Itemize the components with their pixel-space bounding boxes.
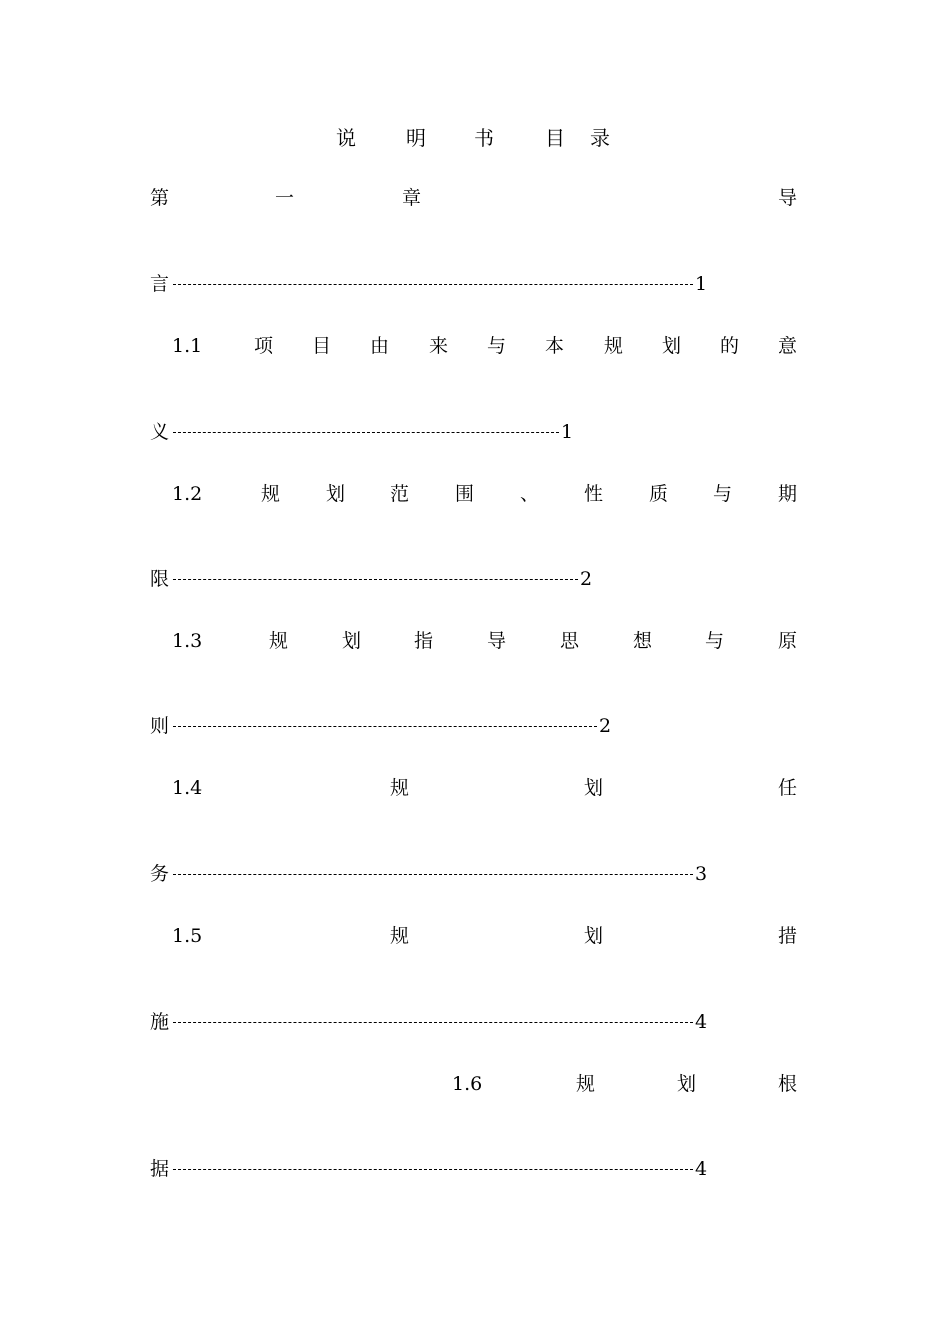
heading-word: 任 [778,777,798,799]
leader-start-char: 施 [150,1011,170,1033]
dot-leader [173,270,693,298]
dot-leader [173,565,578,593]
toc-heading-1-5 [150,922,798,950]
page-number: 1 [561,421,574,443]
heading-word: 划 [584,925,604,947]
heading-word: 想 [633,630,653,652]
page-number: 4 [695,1158,708,1180]
heading-word: 划 [662,335,682,357]
toc-leader-1-4[interactable] [150,860,707,888]
heading-word: 项 [254,335,274,357]
heading-word: 与 [705,630,725,652]
dot-leader [173,418,559,446]
heading-number: 1.2 [172,483,203,505]
heading-word: 划 [342,630,362,652]
heading-word: 规 [390,925,410,947]
heading-word: 与 [713,483,733,505]
toc-heading-1-2 [150,480,798,508]
leader-start-char: 则 [150,715,170,737]
leader-start-char: 限 [150,568,170,590]
heading-word: 意 [778,335,798,357]
dot-leader [173,860,693,888]
heading-number: 1.6 [452,1073,483,1095]
title-char: 说 [336,126,356,150]
page-number: 3 [695,863,708,885]
heading-word: 性 [584,483,604,505]
heading-word: 目 [312,335,332,357]
toc-leader-1-6[interactable] [150,1155,707,1183]
dot-leader [173,1155,693,1183]
page-number: 4 [695,1011,708,1033]
document-title [0,124,950,152]
heading-word: 范 [390,483,410,505]
heading-word: 原 [778,630,798,652]
toc-heading-1-6 [150,1070,798,1098]
heading-number: 1.5 [172,925,203,947]
leader-start-char: 务 [150,863,170,885]
heading-word: 划 [677,1073,697,1095]
heading-number: 1.1 [172,335,203,357]
page-number: 2 [580,568,593,590]
toc-heading-1-1 [150,332,798,360]
leader-start-char: 义 [150,421,170,443]
heading-word: 、 [520,483,540,505]
title-char: 录 [590,126,610,150]
page-number: 2 [599,715,612,737]
toc-leader-1-5[interactable] [150,1008,707,1036]
heading-word: 来 [429,335,449,357]
heading-word: 措 [778,925,798,947]
heading-word: 的 [720,335,740,357]
heading-word: 思 [560,630,580,652]
dot-leader [173,1008,693,1036]
heading-word: 第 [150,187,170,209]
heading-word: 根 [778,1073,798,1095]
title-char: 目 [545,126,565,150]
heading-word: 一 [275,187,295,209]
toc-leader-1-1[interactable] [150,418,573,446]
heading-word: 规 [604,335,624,357]
leader-start-char: 据 [150,1158,170,1180]
heading-word: 围 [455,483,475,505]
heading-word: 本 [545,335,565,357]
heading-word: 导 [778,187,798,209]
heading-word: 规 [390,777,410,799]
heading-number: 1.3 [172,630,203,652]
toc-leader-chapter-1[interactable] [150,270,707,298]
heading-word: 质 [649,483,669,505]
heading-word: 指 [414,630,434,652]
toc-heading-1-3 [150,627,798,655]
page-number: 1 [695,273,708,295]
heading-word: 规 [269,630,289,652]
heading-word: 期 [778,483,798,505]
toc-heading-1-4 [150,774,798,802]
leader-start-char: 言 [150,273,170,295]
toc-leader-1-2[interactable] [150,565,592,593]
heading-word: 规 [261,483,281,505]
title-char: 书 [474,126,494,150]
toc-heading-chapter-1 [150,184,798,212]
heading-word: 章 [402,187,422,209]
title-char: 明 [406,126,426,150]
heading-word: 划 [326,483,346,505]
heading-number: 1.4 [172,777,203,799]
heading-word: 规 [576,1073,596,1095]
heading-word: 划 [584,777,604,799]
heading-word: 与 [487,335,507,357]
toc-leader-1-3[interactable] [150,712,611,740]
heading-word: 导 [487,630,507,652]
dot-leader [173,712,597,740]
heading-word: 由 [370,335,390,357]
